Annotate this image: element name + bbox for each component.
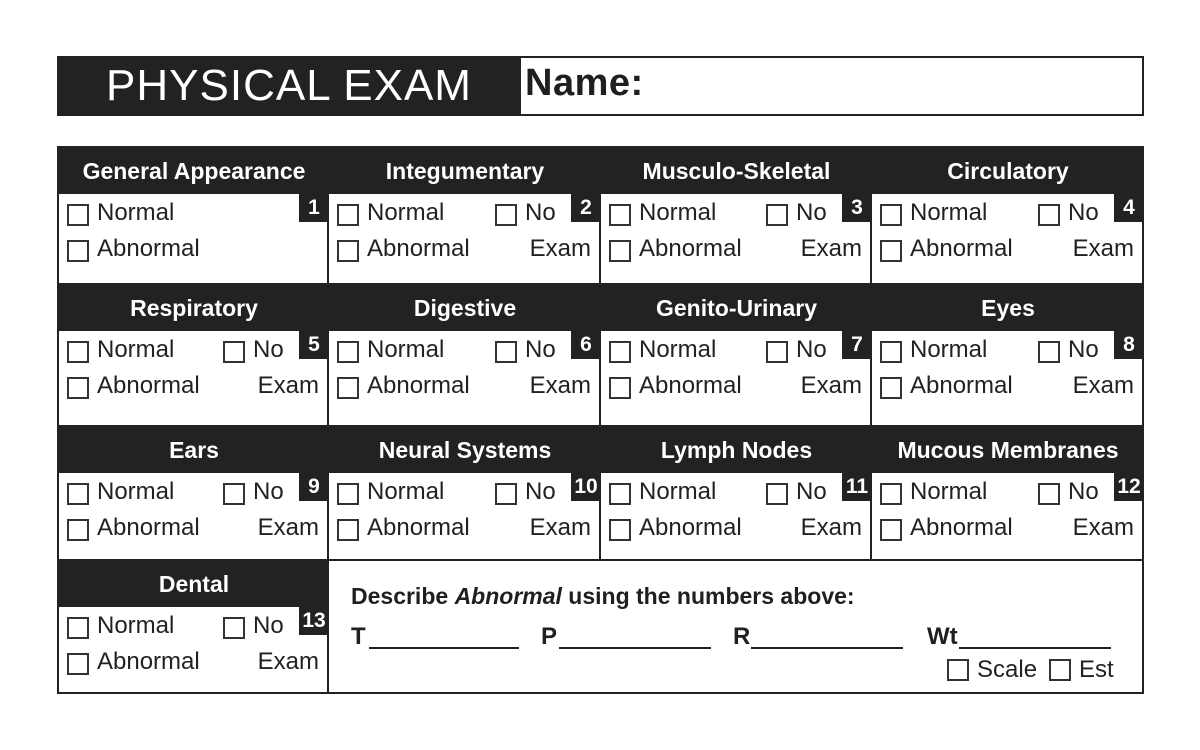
no-exam-checkbox[interactable] [223, 617, 245, 639]
normal-label: Normal [367, 336, 445, 363]
abnormal-checkbox[interactable] [337, 240, 359, 262]
section-number: 13 [299, 607, 329, 635]
abnormal-label: Abnormal [367, 514, 470, 541]
exam-label: Exam [529, 235, 591, 262]
abnormal-checkbox[interactable] [609, 377, 631, 399]
normal-checkbox[interactable] [609, 204, 631, 226]
vital-t-label: T [351, 623, 366, 650]
section-title: Dental [59, 561, 329, 607]
normal-checkbox[interactable] [880, 341, 902, 363]
vital-wt-label: Wt [927, 623, 958, 650]
section-number: 4 [1114, 194, 1144, 222]
vital-p-field[interactable] [559, 647, 711, 649]
section-title: Musculo-Skeletal [601, 148, 872, 194]
normal-checkbox[interactable] [337, 341, 359, 363]
no-label: No [796, 336, 827, 363]
section-number: 7 [842, 331, 872, 359]
name-label: Name: [525, 62, 644, 104]
section-genito [601, 285, 872, 427]
section-title: Neural Systems [329, 427, 601, 473]
section-title: Genito-Urinary [601, 285, 872, 331]
exam-label: Exam [1072, 372, 1134, 399]
no-exam-checkbox[interactable] [223, 483, 245, 505]
normal-label: Normal [910, 199, 988, 226]
exam-label: Exam [1072, 235, 1134, 262]
no-label: No [1068, 199, 1099, 226]
normal-label: Normal [367, 199, 445, 226]
section-number: 10 [571, 473, 601, 501]
abnormal-checkbox[interactable] [67, 240, 89, 262]
section-integumentary [329, 148, 601, 285]
normal-checkbox[interactable] [67, 204, 89, 226]
no-exam-checkbox[interactable] [766, 204, 788, 226]
section-lymph [601, 427, 872, 561]
form-title: PHYSICAL EXAM [57, 56, 521, 116]
abnormal-checkbox[interactable] [880, 377, 902, 399]
abnormal-label: Abnormal [910, 372, 1013, 399]
exam-label: Exam [529, 514, 591, 541]
no-exam-checkbox[interactable] [495, 204, 517, 226]
abnormal-label: Abnormal [97, 372, 200, 399]
normal-checkbox[interactable] [337, 204, 359, 226]
normal-checkbox[interactable] [880, 204, 902, 226]
abnormal-checkbox[interactable] [67, 377, 89, 399]
exam-label: Exam [257, 514, 319, 541]
vital-r-label: R [733, 623, 751, 650]
exam-label: Exam [529, 372, 591, 399]
abnormal-label: Abnormal [639, 372, 742, 399]
abnormal-label: Abnormal [367, 235, 470, 262]
normal-label: Normal [97, 336, 175, 363]
section-number: 3 [842, 194, 872, 222]
section-ears [59, 427, 329, 561]
normal-checkbox[interactable] [337, 483, 359, 505]
exam-label: Exam [800, 514, 862, 541]
normal-checkbox[interactable] [67, 341, 89, 363]
est-label: Est [1079, 656, 1114, 683]
vital-wt-field[interactable] [959, 647, 1111, 649]
abnormal-checkbox[interactable] [67, 653, 89, 675]
normal-label: Normal [367, 478, 445, 505]
normal-label: Normal [910, 478, 988, 505]
abnormal-checkbox[interactable] [337, 377, 359, 399]
abnormal-label: Abnormal [97, 235, 200, 262]
no-label: No [1068, 478, 1099, 505]
vital-r-field[interactable] [751, 647, 903, 649]
no-label: No [1068, 336, 1099, 363]
section-title: Respiratory [59, 285, 329, 331]
no-exam-checkbox[interactable] [1038, 204, 1060, 226]
exam-label: Exam [257, 372, 319, 399]
no-label: No [796, 199, 827, 226]
grid-divider-horizontal [59, 425, 1142, 427]
abnormal-label: Abnormal [910, 514, 1013, 541]
normal-label: Normal [639, 336, 717, 363]
normal-label: Normal [639, 199, 717, 226]
no-label: No [253, 336, 284, 363]
abnormal-checkbox[interactable] [609, 519, 631, 541]
no-label: No [525, 336, 556, 363]
vital-t-field[interactable] [369, 647, 519, 649]
describe-prompt: Describe Abnormal using the numbers above: [351, 583, 855, 609]
section-number: 8 [1114, 331, 1144, 359]
section-general [59, 148, 329, 285]
normal-label: Normal [97, 612, 175, 639]
grid-divider-vertical [870, 148, 872, 561]
section-mucous [872, 427, 1144, 561]
section-number: 2 [571, 194, 601, 222]
abnormal-checkbox[interactable] [67, 519, 89, 541]
normal-label: Normal [97, 199, 175, 226]
normal-checkbox[interactable] [609, 483, 631, 505]
section-number: 1 [299, 194, 329, 222]
abnormal-checkbox[interactable] [880, 240, 902, 262]
normal-checkbox[interactable] [67, 617, 89, 639]
no-label: No [525, 199, 556, 226]
no-label: No [525, 478, 556, 505]
exam-label: Exam [800, 372, 862, 399]
no-label: No [796, 478, 827, 505]
abnormal-checkbox[interactable] [880, 519, 902, 541]
abnormal-checkbox[interactable] [337, 519, 359, 541]
section-number: 5 [299, 331, 329, 359]
abnormal-label: Abnormal [639, 235, 742, 262]
no-exam-checkbox[interactable] [1038, 341, 1060, 363]
section-neural [329, 427, 601, 561]
section-digestive [329, 285, 601, 427]
section-title: Eyes [872, 285, 1144, 331]
scale-checkbox[interactable] [947, 659, 969, 681]
exam-grid [57, 146, 1144, 694]
section-musculo [601, 148, 872, 285]
no-label: No [253, 478, 284, 505]
section-title: General Appearance [59, 148, 329, 194]
grid-divider-horizontal [59, 559, 1142, 561]
abnormal-label: Abnormal [910, 235, 1013, 262]
section-dental [59, 561, 329, 694]
section-number: 9 [299, 473, 329, 501]
section-number: 6 [571, 331, 601, 359]
describe-abnormal-panel [329, 561, 1144, 694]
no-exam-checkbox[interactable] [766, 341, 788, 363]
vital-p-label: P [541, 623, 558, 650]
normal-checkbox[interactable] [67, 483, 89, 505]
section-title: Lymph Nodes [601, 427, 872, 473]
exam-label: Exam [257, 648, 319, 675]
abnormal-label: Abnormal [97, 648, 200, 675]
section-title: Integumentary [329, 148, 601, 194]
section-eyes [872, 285, 1144, 427]
no-exam-checkbox[interactable] [223, 341, 245, 363]
no-exam-checkbox[interactable] [495, 483, 517, 505]
grid-divider-horizontal [59, 283, 1142, 285]
scale-label: Scale [977, 656, 1038, 683]
grid-divider-vertical [599, 148, 601, 561]
normal-label: Normal [639, 478, 717, 505]
normal-label: Normal [97, 478, 175, 505]
section-title: Mucous Membranes [872, 427, 1144, 473]
no-exam-checkbox[interactable] [495, 341, 517, 363]
normal-checkbox[interactable] [609, 341, 631, 363]
normal-checkbox[interactable] [880, 483, 902, 505]
no-exam-checkbox[interactable] [766, 483, 788, 505]
abnormal-label: Abnormal [367, 372, 470, 399]
exam-label: Exam [800, 235, 862, 262]
abnormal-checkbox[interactable] [609, 240, 631, 262]
exam-label: Exam [1072, 514, 1134, 541]
section-respiratory [59, 285, 329, 427]
grid-divider-vertical [327, 148, 329, 694]
abnormal-label: Abnormal [639, 514, 742, 541]
section-number: 12 [1114, 473, 1144, 501]
section-number: 11 [842, 473, 872, 501]
no-label: No [253, 612, 284, 639]
abnormal-label: Abnormal [97, 514, 200, 541]
no-exam-checkbox[interactable] [1038, 483, 1060, 505]
section-title: Circulatory [872, 148, 1144, 194]
normal-label: Normal [910, 336, 988, 363]
section-title: Ears [59, 427, 329, 473]
section-title: Digestive [329, 285, 601, 331]
est-checkbox[interactable] [1049, 659, 1071, 681]
section-circulatory [872, 148, 1144, 285]
